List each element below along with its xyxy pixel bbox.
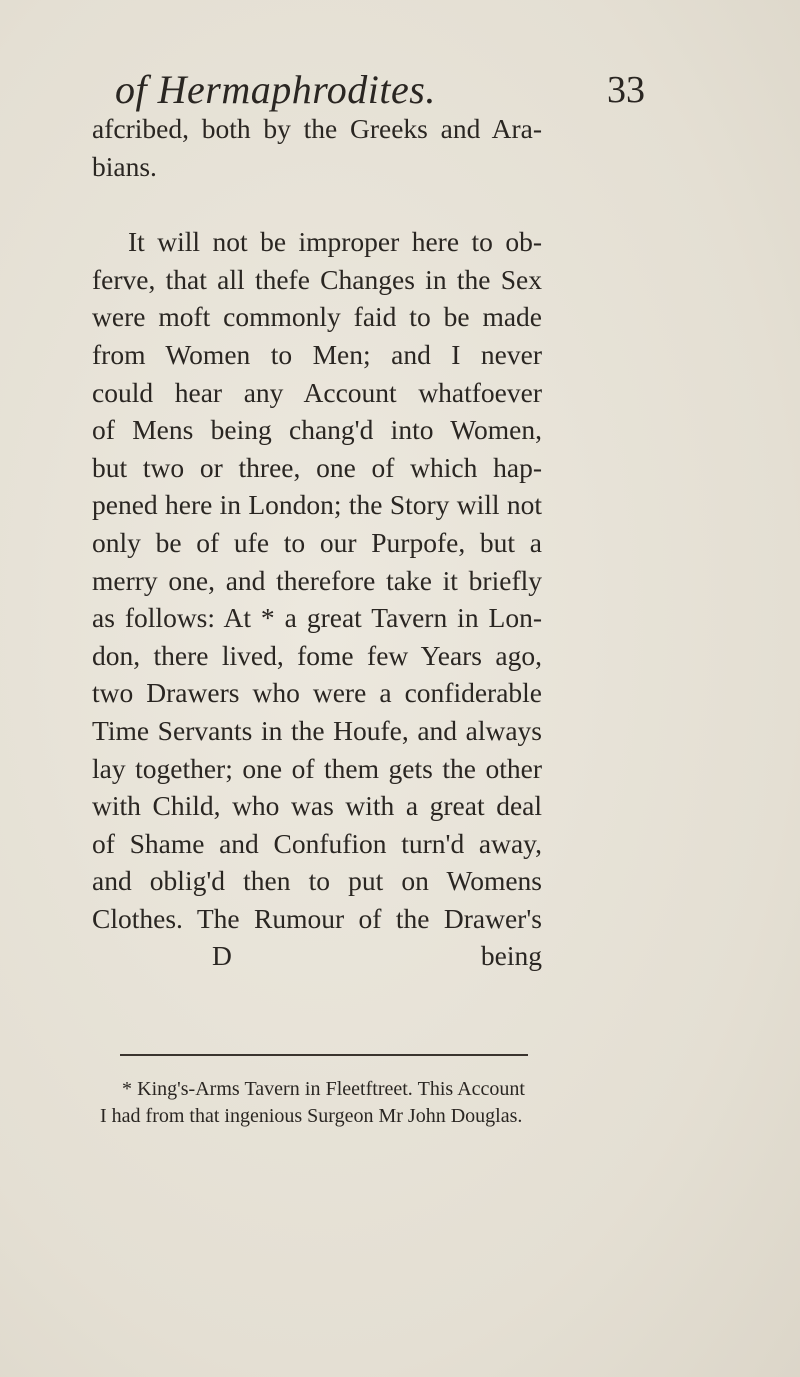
text-line: lay together; one of them gets the other xyxy=(92,752,542,784)
signature-line xyxy=(92,937,542,975)
paragraph-gap xyxy=(92,185,542,223)
paragraph-1 xyxy=(92,110,542,185)
text-line: merry one, and therefore take it briefly xyxy=(92,564,542,596)
text-line: from Women to Men; and I never xyxy=(92,338,542,370)
text-line: ferve, that all thefe Changes in the Sex xyxy=(92,263,542,295)
text-line: afcribed, both by the Greeks and Ara- xyxy=(92,113,542,144)
text-line: were moft commonly faid to be made xyxy=(92,301,542,333)
text-line: only be of ufe to our Purpofe, but a xyxy=(92,526,542,558)
footnote-line: I had from that ingenious Surgeon Mr John Douglas. xyxy=(100,1105,523,1127)
text-line: as follows: At * a great Tavern in Lon- xyxy=(92,602,542,634)
text-line: of Mens being chang'd into Women, xyxy=(92,414,542,446)
running-head-title: of Hermaphrodites. xyxy=(115,67,436,112)
text-line: bians. xyxy=(92,150,157,182)
text-line: Clothes. The Rumour of the Drawer's xyxy=(92,902,542,934)
text-line: pened here in London; the Story will not xyxy=(92,489,542,521)
footnote-rule xyxy=(120,1054,528,1056)
running-head xyxy=(115,62,645,112)
catchword: being xyxy=(480,940,542,972)
paragraph-2 xyxy=(92,223,542,937)
text-line: It will not be improper here to ob- xyxy=(128,226,542,258)
text-line: don, there lived, fome few Years ago, xyxy=(92,639,542,671)
body-text xyxy=(92,110,542,975)
footnote-line: * King's-Arms Tavern in Fleetftreet. This Account xyxy=(122,1078,525,1100)
text-line: could hear any Account whatfoever xyxy=(92,376,542,408)
text-line: and oblig'd then to put on Womens xyxy=(92,865,542,897)
signature-mark: D xyxy=(212,940,232,972)
text-line: two Drawers who were a confiderable xyxy=(92,677,542,709)
page-number: 33 xyxy=(607,69,645,111)
text-line: Time Servants in the Houfe, and always xyxy=(92,714,542,746)
text-line: with Child, who was with a great deal xyxy=(92,790,542,822)
footnote xyxy=(100,1076,525,1130)
text-line: of Shame and Confufion turn'd away, xyxy=(92,827,542,859)
text-line: but two or three, one of which hap- xyxy=(92,451,542,483)
